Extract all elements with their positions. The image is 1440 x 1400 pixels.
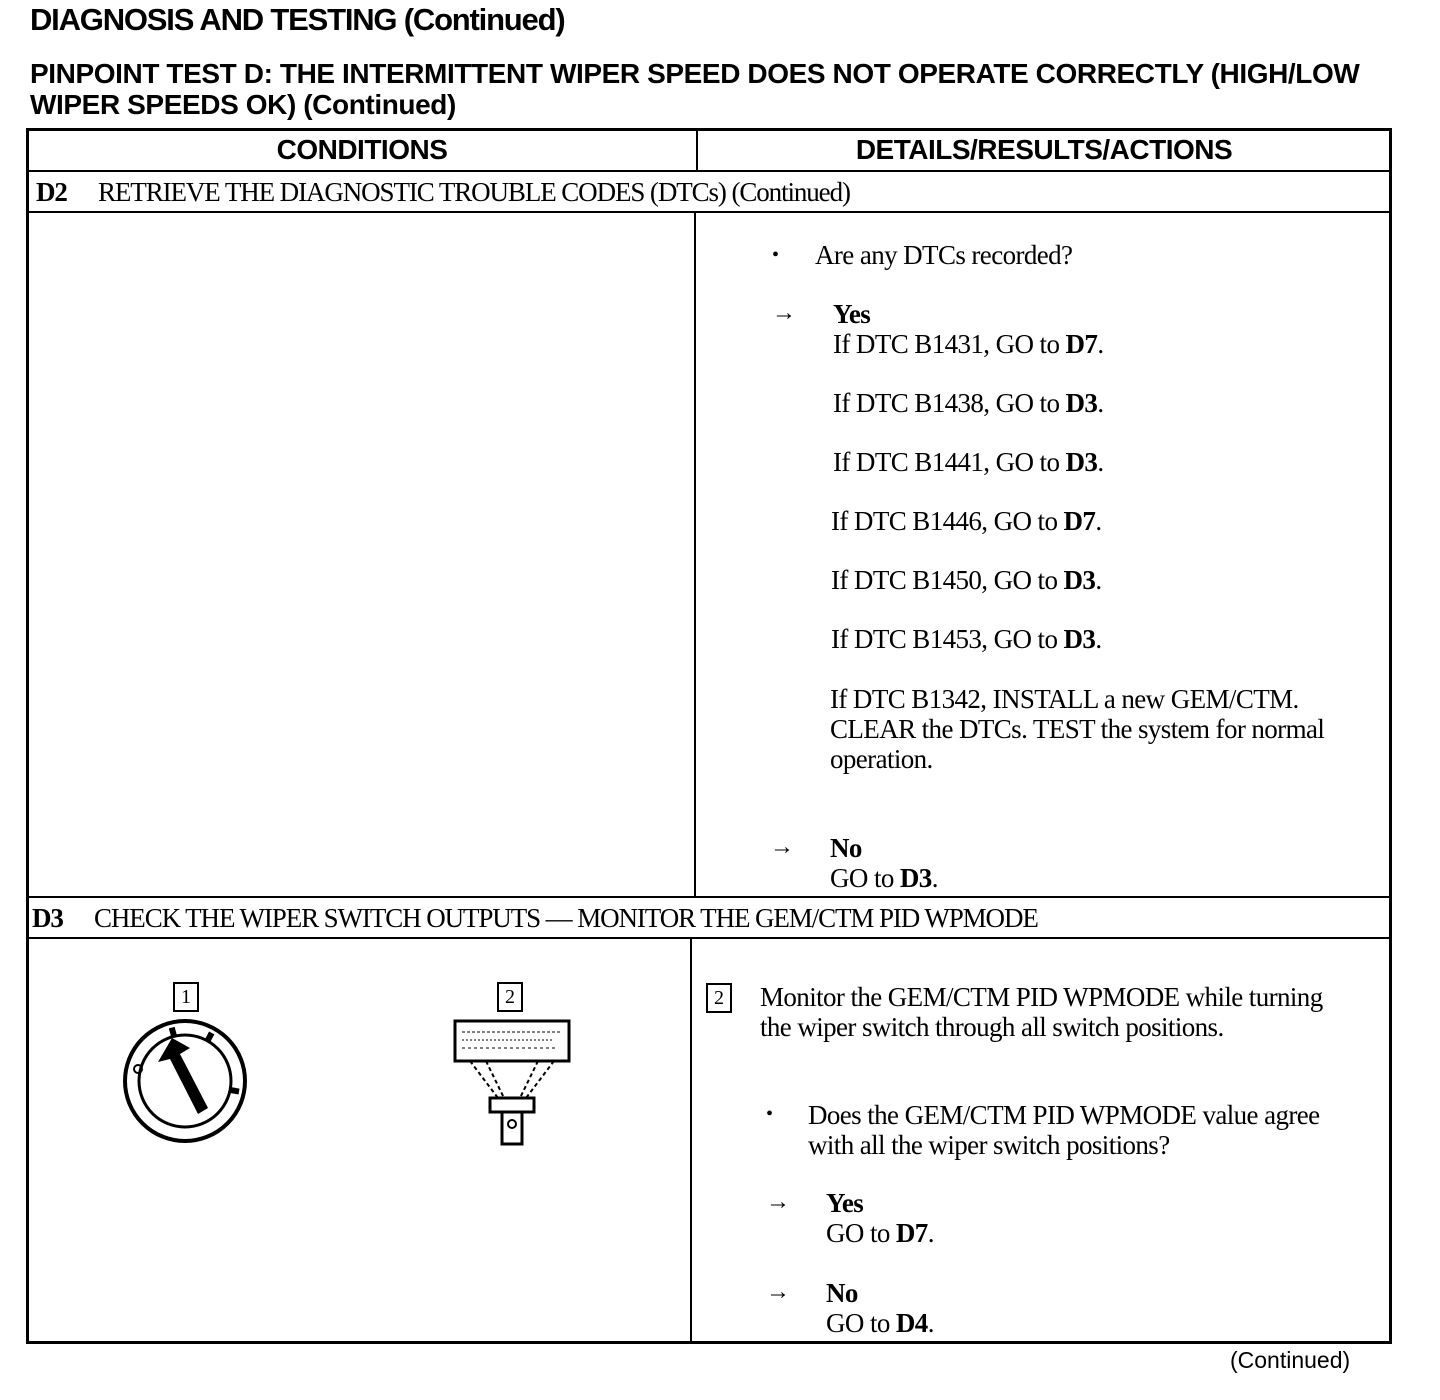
figure-2-callout: 2 <box>497 982 523 1012</box>
d2-yes-label: Yes <box>833 299 871 329</box>
d2-yes-action: If DTC B1441, GO to D3. <box>833 447 1104 477</box>
details-header: DETAILS/RESULTS/ACTIONS <box>855 134 1233 165</box>
conditions-header: CONDITIONS <box>276 134 448 165</box>
bullet-icon: • <box>772 244 780 266</box>
d2-yes-action: If DTC B1431, GO to D7. <box>833 329 1104 359</box>
d3-no-label: No <box>826 1278 858 1308</box>
ignition-key-icon <box>120 1018 250 1144</box>
d2-yes-action: If DTC B1446, GO to D7. <box>831 506 1102 536</box>
d3-top-divider <box>28 896 1390 898</box>
arrow-right-icon: → <box>772 300 796 326</box>
d2-yes-action: If DTC B1438, GO to D3. <box>833 388 1104 418</box>
step-d3-title-text: CHECK THE WIPER SWITCH OUTPUTS — MONITOR THE GEM/CTM PID WPMODE <box>94 903 1038 933</box>
d2-no-label: No <box>830 833 862 863</box>
continued-footer: (Continued) <box>1230 1347 1351 1373</box>
step-d3-id: D3 <box>32 903 63 933</box>
arrow-right-icon: → <box>766 1189 790 1215</box>
d2-yes-install-action: If DTC B1342, INSTALL a new GEM/CTM. CLEAR the DTCs. TEST the system for normal operation. <box>830 684 1325 774</box>
step-d3-title <box>32 903 1038 934</box>
step-d2-title <box>36 177 850 208</box>
bullet-icon: • <box>766 1103 774 1125</box>
arrow-right-icon: → <box>770 834 794 860</box>
d3-no-action: GO to D4. <box>826 1308 934 1338</box>
d2-no-action: GO to D3. <box>830 863 938 893</box>
d3-yes-action: GO to D7. <box>826 1218 934 1248</box>
d2-column-divider <box>694 212 696 896</box>
scan-tool-icon <box>450 1018 574 1148</box>
header-divider <box>28 170 1390 172</box>
page-title: DIAGNOSIS AND TESTING (Continued) <box>30 2 565 37</box>
step-d2-id: D2 <box>36 177 67 207</box>
step-2-callout: 2 <box>706 983 732 1013</box>
d3-column-divider <box>690 938 692 1342</box>
d2-question: Are any DTCs recorded? <box>815 240 1073 270</box>
d3-question: Does the GEM/CTM PID WPMODE value agree with all the wiper switch positions? <box>808 1100 1320 1160</box>
d2-yes-action: If DTC B1450, GO to D3. <box>831 565 1102 595</box>
d2-yes-action: If DTC B1453, GO to D3. <box>831 624 1102 654</box>
arrow-right-icon: → <box>766 1279 790 1305</box>
d3-yes-label: Yes <box>826 1188 864 1218</box>
step-d2-title-text: RETRIEVE THE DIAGNOSTIC TROUBLE CODES (DTCs) (Continued) <box>98 177 850 207</box>
figure-1-callout: 1 <box>173 982 199 1012</box>
d2-title-divider <box>28 211 1390 213</box>
d3-title-divider <box>28 937 1390 939</box>
pinpoint-test-title: PINPOINT TEST D: THE INTERMITTENT WIPER SPEED DOES NOT OPERATE CORRECTLY (HIGH/LOW WIPER SPEEDS OK) (Continued) <box>30 58 1360 120</box>
d3-instruction: Monitor the GEM/CTM PID WPMODE while turning the wiper switch through all switch positions. <box>760 982 1323 1042</box>
